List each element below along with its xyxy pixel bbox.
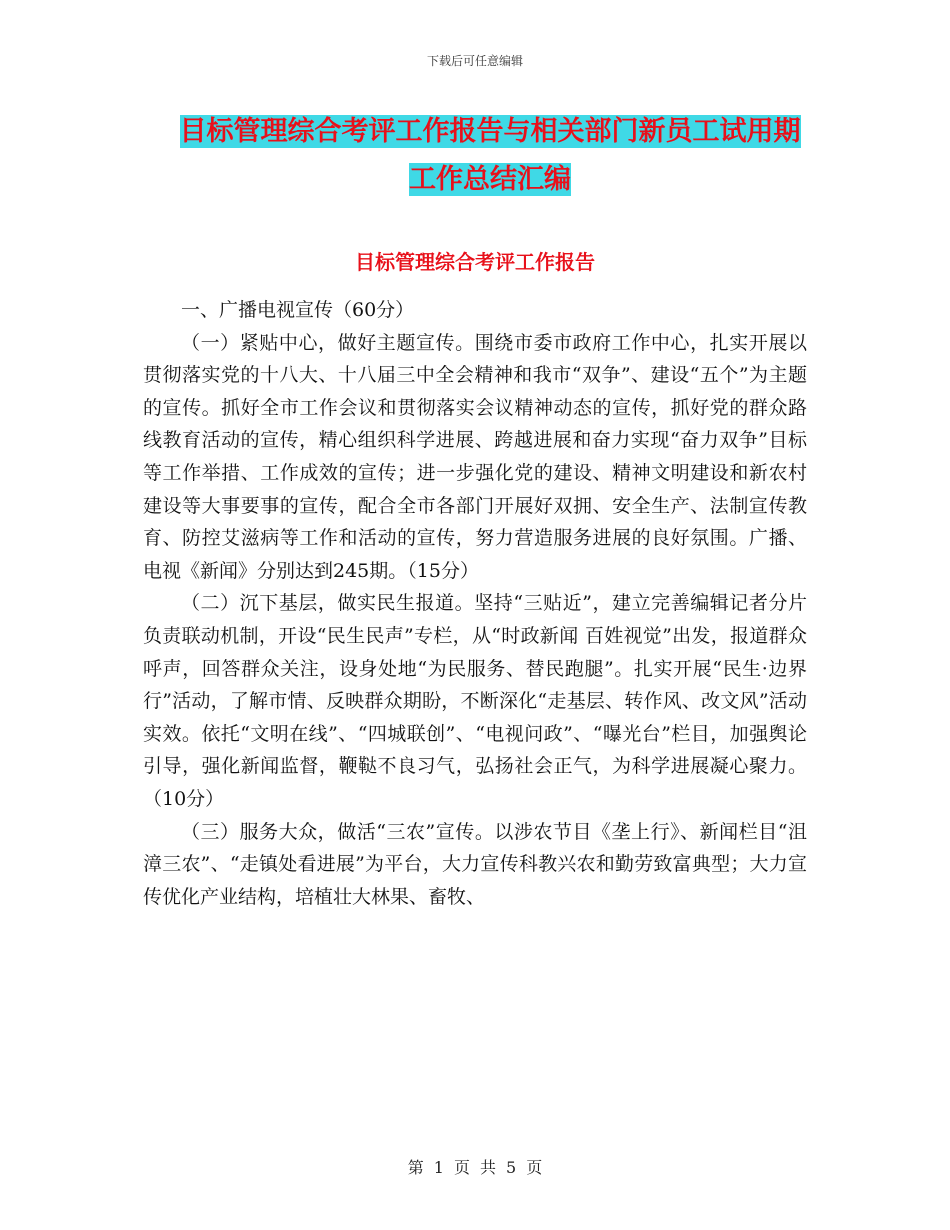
title-highlight-1: 目标管理综合考评工作报告与相关部门新员工试用期 bbox=[179, 116, 801, 147]
page-label-mid1: 页 bbox=[453, 1158, 470, 1177]
section-title: 目标管理综合考评工作报告 bbox=[355, 250, 595, 274]
paragraph-heading: 一、广播电视宣传（60分） bbox=[181, 299, 415, 321]
page-label-mid2: 共 bbox=[480, 1158, 497, 1177]
document-title-line-2 bbox=[140, 156, 840, 204]
document-title-line-1 bbox=[140, 108, 840, 156]
paragraph: （一）紧贴中心，做好主题宣传。围绕市委市政府工作中心，扎实开展以贯彻落实党的十八大、十八届三中全会精神和我市“双争”、建设“五个”为主题的宣传。抓好全市工作会议和贯彻落实会议精神动态的宣传，抓好党的群众路线教育活动的宣传，精心组织科学进展、跨越进展和奋力实现“奋力双争”目标等工作举措、工作成效的宣传；进一步强化党的建设、精神文明建设和新农村建设等大事要事的宣传，配合全市各部门开展好双拥、安全生产、法制宣传教育、防控艾滋病等工作和活动的宣传，努力营造服务进展的良好氛围。广播、电视《新闻》分别达到245期。（15分） bbox=[143, 331, 807, 582]
document-title bbox=[140, 108, 840, 204]
header-note: 下载后可任意编辑 bbox=[426, 54, 523, 68]
page-label-suffix: 页 bbox=[526, 1158, 543, 1177]
paragraph: （三）服务大众，做活“三农”宣传。以涉农节目《垄上行》、新闻栏目“沮漳三农”、“走镇处看进展”为平台，大力宣传科教兴农和勤劳致富典型；大力宣传优化产业结构，培植壮大林果、畜牧、 bbox=[143, 820, 807, 908]
paragraph: （二）沉下基层，做实民生报道。坚持“三贴近”，建立完善编辑记者分片负责联动机制，开设“民生民声”专栏，从“时政新闻 百姓视觉”出发，报道群众呼声，回答群众关注，设身处地“为民服务、替民跑腿”。扎实开展“民生·边界行”活动，了解市情、反映群众期盼，不断深化“走基层、转作风、改文风”活动实效。依托“文明在线”、“四城联创”、“电视问政”、“曝光台”栏目，加强舆论引导，强化新闻监督，鞭鞑不良习气，弘扬社会正气，为科学进展凝心聚力。（10分） bbox=[143, 592, 807, 810]
document-body bbox=[143, 294, 807, 913]
total-pages: 5 bbox=[506, 1158, 517, 1177]
page-footer bbox=[0, 1155, 950, 1178]
page-label-prefix: 第 bbox=[407, 1158, 424, 1177]
title-highlight-2: 工作总结汇编 bbox=[409, 164, 571, 195]
page-number: 1 bbox=[433, 1158, 444, 1177]
